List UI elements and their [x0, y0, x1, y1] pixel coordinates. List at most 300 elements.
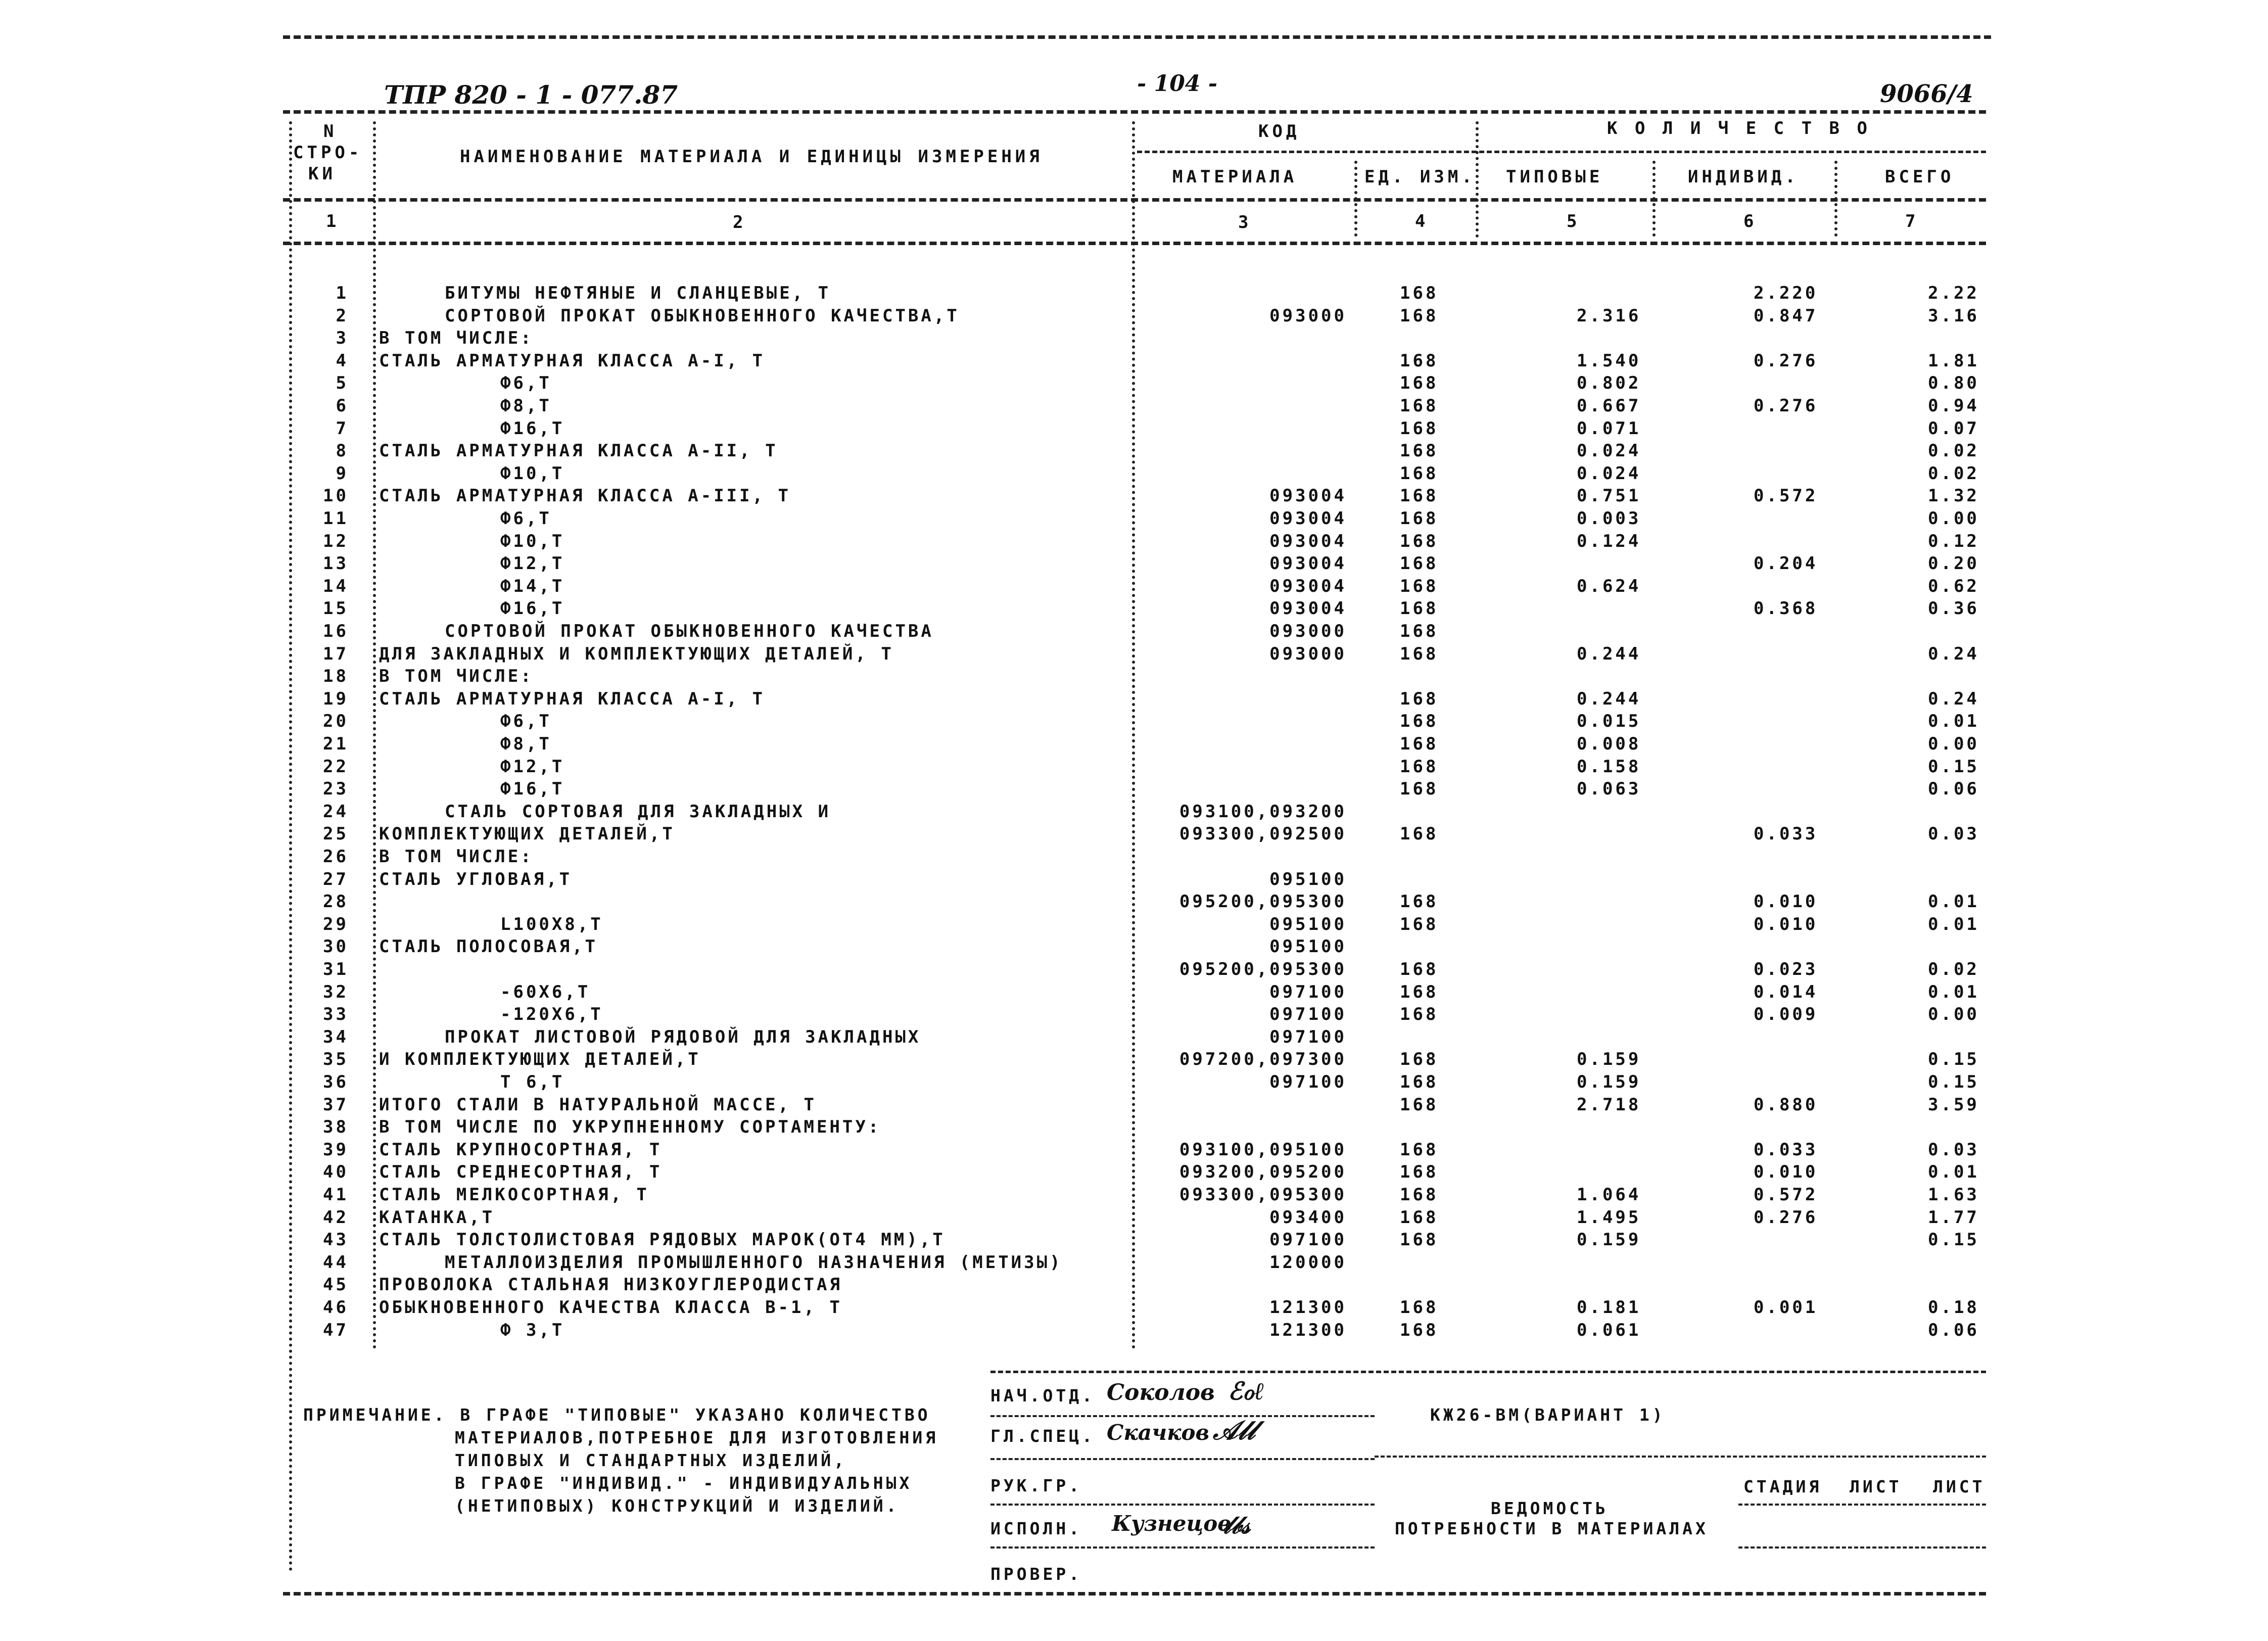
table-row: [0, 779, 2268, 801]
material-code: 093004: [1269, 553, 1347, 574]
table-row: [0, 757, 2268, 779]
material-name: ИТОГО СТАЛИ В НАТУРАЛЬНОЙ МАССЕ, Т: [379, 1094, 817, 1115]
row-number: 32: [323, 981, 349, 1002]
material-name: ДЛЯ ЗАКЛАДНЫХ И КОМПЛЕКТУЮЩИХ ДЕТАЛЕЙ, Т: [379, 643, 894, 664]
material-code: 097100: [1269, 981, 1347, 1002]
colnum-3: 3: [1238, 212, 1252, 232]
page-number: - 104 -: [1137, 71, 1218, 97]
material-name: Ф16,Т: [500, 418, 565, 439]
unit-code: 168: [1400, 1004, 1439, 1025]
material-code: 095100: [1269, 869, 1347, 889]
unit-code: 168: [1400, 396, 1439, 416]
material-code: 093000: [1269, 643, 1347, 664]
material-name: Ф8,Т: [500, 734, 552, 754]
row-number: 46: [323, 1297, 349, 1318]
material-name: Т 6,Т: [500, 1072, 565, 1092]
material-name: СТАЛЬ МЕЛКОСОРТНАЯ, Т: [379, 1185, 649, 1205]
note-line-4: В ГРАФЕ "ИНДИВИД." - ИНДИВИДУАЛЬНЫХ: [455, 1473, 913, 1493]
unit-code: 168: [1400, 1162, 1439, 1183]
qty-total: 0.15: [1928, 1072, 1979, 1092]
table-row: [0, 1275, 2268, 1297]
material-name: МЕТАЛЛОИЗДЕЛИЯ ПРОМЫШЛЕННОГО НАЗНАЧЕНИЯ (МЕТИЗЫ): [445, 1252, 1063, 1273]
code-unit-header: ЕД. ИЗМ.: [1364, 167, 1476, 187]
material-code: 120000: [1269, 1252, 1347, 1273]
row-number: 11: [323, 508, 349, 529]
row-number: 33: [323, 1004, 349, 1025]
unit-code: 168: [1400, 418, 1439, 439]
qty-total: 0.02: [1928, 463, 1979, 484]
row-number: 40: [323, 1162, 349, 1183]
col-n-line3: КИ: [308, 164, 336, 184]
stamp-title-2: ПОТРЕБНОСТИ В МАТЕРИАЛАХ: [1395, 1519, 1709, 1538]
material-name: СТАЛЬ ТОЛСТОЛИСТОВАЯ РЯДОВЫХ МАРОК(ОТ4 ММ),Т: [379, 1230, 946, 1250]
unit-code: 168: [1400, 779, 1439, 800]
doc-designation: КЖ26-ВМ(ВАРИАНТ 1): [1430, 1405, 1666, 1425]
material-code: 093000: [1269, 621, 1347, 641]
unit-code: 168: [1400, 824, 1439, 845]
stamp-rule-2: [990, 1458, 1375, 1460]
signature-3: 𝓁𝒷𝓈: [1223, 1511, 1251, 1539]
row-number: 21: [323, 734, 349, 754]
qty-total: 0.02: [1928, 441, 1979, 461]
table-row: [0, 1049, 2268, 1071]
qty-typical: 0.244: [1577, 688, 1641, 709]
qty-typical: 0.015: [1577, 711, 1641, 732]
note-line-2: МАТЕРИАЛОВ,ПОТРЕБНОЕ ДЛЯ ИЗГОТОВЛЕНИЯ: [455, 1428, 939, 1447]
qty-total: 0.36: [1928, 598, 1979, 619]
row-number: 45: [323, 1275, 349, 1295]
table-row: [0, 531, 2268, 553]
material-name: Ф12,Т: [500, 553, 565, 574]
qty-total: 0.01: [1928, 711, 1979, 732]
qty-typical: 0.159: [1577, 1230, 1641, 1250]
stamp-title-1: ВЕДОМОСТЬ: [1491, 1498, 1609, 1518]
role-checker: ПРОВЕР.: [990, 1564, 1082, 1584]
row-number: 34: [323, 1026, 349, 1047]
unit-code: 168: [1400, 1049, 1439, 1070]
qty-typical: 0.158: [1577, 756, 1641, 777]
unit-code: 168: [1400, 981, 1439, 1002]
row-number: 44: [323, 1252, 349, 1273]
row-number: 26: [323, 847, 349, 867]
row-number: 47: [323, 1320, 349, 1340]
qty-total-header: ВСЕГО: [1885, 167, 1955, 187]
qty-total: 0.01: [1928, 914, 1979, 934]
table-row: [0, 441, 2268, 463]
qty-individual: 0.010: [1754, 914, 1818, 934]
qty-typical-header: ТИПОВЫЕ: [1506, 167, 1603, 187]
qty-typical: 0.071: [1577, 418, 1641, 439]
signature-2: 𝒜𝓁𝓁: [1213, 1415, 1255, 1446]
row-number: 30: [323, 936, 349, 957]
table-row: [0, 553, 2268, 576]
colnum-7: 7: [1905, 211, 1919, 231]
material-code: 095100: [1269, 914, 1347, 934]
row-number: 29: [323, 914, 349, 934]
qty-individual: 0.572: [1754, 1185, 1818, 1205]
material-name: Ф 3,Т: [500, 1320, 565, 1340]
qty-total: 0.15: [1928, 756, 1979, 777]
qty-total: 3.16: [1928, 305, 1979, 326]
table-row: [0, 711, 2268, 733]
row-number: 4: [336, 350, 349, 371]
qty-typical: 1.540: [1577, 350, 1641, 371]
row-number: 15: [323, 598, 349, 619]
colnum-4: 4: [1415, 211, 1429, 231]
row-number: 6: [336, 396, 349, 416]
table-row: [0, 306, 2268, 328]
sheet-label: ЛИСТ: [1850, 1477, 1902, 1496]
material-name: СТАЛЬ СРЕДНЕСОРТНАЯ, Т: [379, 1162, 663, 1183]
qty-typical: 2.718: [1577, 1094, 1641, 1115]
qty-typical: 0.181: [1577, 1297, 1641, 1318]
unit-code: 168: [1400, 1094, 1439, 1115]
qty-total: 0.02: [1928, 959, 1979, 979]
qty-total: 2.22: [1928, 283, 1979, 303]
material-name: СТАЛЬ КРУПНОСОРТНАЯ, Т: [379, 1139, 663, 1160]
unit-code: 168: [1400, 463, 1439, 484]
subheader-rule: [1137, 151, 1986, 153]
table-row: [0, 1072, 2268, 1094]
row-number: 14: [323, 576, 349, 596]
material-code: 093004: [1269, 576, 1347, 596]
qty-total: 0.24: [1928, 643, 1979, 664]
qty-individual: 0.009: [1754, 1004, 1818, 1025]
qty-total: 0.00: [1928, 734, 1979, 754]
sheets-label: ЛИСТ: [1933, 1477, 1986, 1496]
qty-total: 0.20: [1928, 553, 1979, 574]
qty-individual: 0.014: [1754, 981, 1818, 1002]
material-name: ПРОКАТ ЛИСТОВОЙ РЯДОВОЙ ДЛЯ ЗАКЛАДНЫХ: [445, 1026, 921, 1047]
row-number: 28: [323, 892, 349, 912]
material-name: КОМПЛЕКТУЮЩИХ ДЕТАЛЕЙ,Т: [379, 824, 675, 845]
row-number: 24: [323, 801, 349, 822]
unit-code: 168: [1400, 1139, 1439, 1160]
material-name: Ф6,Т: [500, 711, 552, 732]
table-row: [0, 1027, 2268, 1049]
qty-total: 1.81: [1928, 350, 1979, 371]
material-name: L100X8,Т: [500, 914, 603, 934]
table-row: [0, 1162, 2268, 1184]
qty-total: 0.18: [1928, 1297, 1979, 1318]
qty-typical: 0.751: [1577, 486, 1641, 506]
row-number: 25: [323, 824, 349, 845]
qty-total: 0.01: [1928, 892, 1979, 912]
col-n-line1: N: [323, 121, 338, 142]
material-code: 093300,095300: [1179, 1185, 1347, 1205]
table-row: [0, 283, 2268, 305]
table-row: [0, 621, 2268, 643]
unit-code: 168: [1400, 283, 1439, 303]
row-number: 35: [323, 1049, 349, 1070]
qty-total: 0.03: [1928, 1139, 1979, 1160]
row-number: 2: [336, 305, 349, 326]
table-row: [0, 396, 2268, 418]
row-number: 38: [323, 1117, 349, 1138]
table-row: [0, 576, 2268, 598]
material-name: Ф16,Т: [500, 598, 565, 619]
row-number: 1: [336, 283, 349, 303]
qty-typical: 0.003: [1577, 508, 1641, 529]
qty-typical: 0.124: [1577, 531, 1641, 551]
qty-individual: 0.001: [1754, 1297, 1818, 1318]
qty-typical: 0.008: [1577, 734, 1641, 754]
stamp-top-rule: [990, 1371, 1986, 1373]
table-row: [0, 1117, 2268, 1139]
code-group-header: КОД: [1258, 121, 1300, 142]
qty-total: 0.06: [1928, 779, 1979, 800]
material-code: 093100,093200: [1179, 801, 1347, 822]
stamp-rule-1: [990, 1415, 1375, 1417]
table-row: [0, 689, 2268, 711]
qty-total: 0.12: [1928, 531, 1979, 551]
material-name: В ТОМ ЧИСЛЕ:: [379, 847, 534, 867]
material-code: 097100: [1269, 1026, 1347, 1047]
row-number: 13: [323, 553, 349, 574]
material-code: 093004: [1269, 598, 1347, 619]
material-code: 093300,092500: [1179, 824, 1347, 845]
qty-individual: 0.033: [1754, 1139, 1818, 1160]
material-code: 095200,095300: [1179, 892, 1347, 912]
qty-individual: 0.276: [1754, 350, 1818, 371]
sep-unit-typ: [1476, 121, 1479, 238]
unit-code: 168: [1400, 643, 1439, 664]
material-name: СТАЛЬ СОРТОВАЯ ДЛЯ ЗАКЛАДНЫХ И: [445, 801, 831, 822]
row-number: 23: [323, 779, 349, 800]
qty-individual: 0.010: [1754, 892, 1818, 912]
signer-chief-specialist: Скачков: [1107, 1420, 1210, 1445]
qty-typical: 1.495: [1577, 1207, 1641, 1228]
qty-total: 0.07: [1928, 418, 1979, 439]
material-name: ПРОВОЛОКА СТАЛЬНАЯ НИЗКОУГЛЕРОДИСТАЯ: [379, 1275, 842, 1295]
qty-typical: 0.061: [1577, 1320, 1641, 1340]
qty-individual: 0.276: [1754, 1207, 1818, 1228]
qty-individual: 0.880: [1754, 1094, 1818, 1115]
stamp-rule-7: [1738, 1546, 1986, 1549]
material-code: 121300: [1269, 1297, 1347, 1318]
material-code: 093004: [1269, 508, 1347, 529]
material-name: Ф6,Т: [500, 508, 552, 529]
qty-total: 1.77: [1928, 1207, 1979, 1228]
material-code: 093200,095200: [1179, 1162, 1347, 1183]
material-name: Ф8,Т: [500, 396, 552, 416]
unit-code: 168: [1400, 892, 1439, 912]
stamp-rule-6: [1738, 1504, 1986, 1506]
material-code: 097200,097300: [1179, 1049, 1347, 1070]
unit-code: 168: [1400, 1072, 1439, 1092]
material-code: 093000: [1269, 305, 1347, 326]
material-name: В ТОМ ЧИСЛЕ:: [379, 666, 534, 687]
table-row: [0, 1004, 2268, 1026]
unit-code: 168: [1400, 1320, 1439, 1340]
unit-code: 168: [1400, 1230, 1439, 1250]
table-row: [0, 1320, 2268, 1342]
unit-code: 168: [1400, 508, 1439, 529]
qty-total: 0.06: [1928, 1320, 1979, 1340]
signer-executor: Кузнецов: [1112, 1511, 1232, 1536]
qty-individual: 0.572: [1754, 486, 1818, 506]
row-number: 31: [323, 959, 349, 979]
row-number: 16: [323, 621, 349, 641]
row-number: 42: [323, 1207, 349, 1228]
note-line-3: ТИПОВЫХ И СТАНДАРТНЫХ ИЗДЕЛИЙ,: [455, 1450, 847, 1470]
table-row: [0, 1207, 2268, 1230]
unit-code: 168: [1400, 305, 1439, 326]
note-line-5: (НЕТИПОВЫХ) КОНСТРУКЦИЙ И ИЗДЕЛИЙ.: [455, 1496, 900, 1516]
material-name: В ТОМ ЧИСЛЕ:: [379, 328, 534, 349]
material-code: 093100,095100: [1179, 1139, 1347, 1160]
unit-code: 168: [1400, 734, 1439, 754]
unit-code: 168: [1400, 576, 1439, 596]
table-row: [0, 418, 2268, 441]
material-code: 097100: [1269, 1072, 1347, 1092]
qty-group-header: К О Л И Ч Е С Т В О: [1607, 118, 1871, 138]
material-name: Ф12,Т: [500, 756, 565, 777]
stage-label: СТАДИЯ: [1743, 1477, 1822, 1496]
role-group-lead: РУК.ГР.: [990, 1476, 1082, 1495]
table-row: [0, 328, 2268, 350]
row-number: 20: [323, 711, 349, 732]
material-code: 095200,095300: [1179, 959, 1347, 979]
colnum-5: 5: [1567, 211, 1581, 231]
qty-total: 1.63: [1928, 1185, 1979, 1205]
material-name: Ф10,Т: [500, 531, 565, 551]
unit-code: 168: [1400, 756, 1439, 777]
qty-typical: 0.802: [1577, 373, 1641, 394]
material-name: ОБЫКНОВЕННОГО КАЧЕСТВА КЛАССА В-1, Т: [379, 1297, 842, 1318]
table-row: [0, 1095, 2268, 1117]
row-number: 7: [336, 418, 349, 439]
material-code: 093004: [1269, 531, 1347, 551]
qty-typical: 2.316: [1577, 305, 1641, 326]
row-number: 5: [336, 373, 349, 394]
unit-code: 168: [1400, 350, 1439, 371]
qty-typical: 0.063: [1577, 779, 1641, 800]
qty-individual: 0.368: [1754, 598, 1818, 619]
qty-total: 0.00: [1928, 1004, 1979, 1025]
material-name: СТАЛЬ АРМАТУРНАЯ КЛАССА А-I, Т: [379, 688, 766, 709]
row-number: 18: [323, 666, 349, 687]
material-name: СОРТОВОЙ ПРОКАТ ОБЫКНОВЕННОГО КАЧЕСТВА,Т: [445, 305, 960, 326]
table-row: [0, 1297, 2268, 1320]
qty-total: 0.94: [1928, 396, 1979, 416]
qty-total: 0.01: [1928, 1162, 1979, 1183]
row-number: 9: [336, 463, 349, 484]
row-number: 3: [336, 328, 349, 349]
material-name: Ф16,Т: [500, 779, 565, 800]
row-number: 27: [323, 869, 349, 889]
unit-code: 168: [1400, 486, 1439, 506]
qty-individual: 2.220: [1754, 283, 1818, 303]
qty-individual: 0.033: [1754, 824, 1818, 845]
signature-1: ℰℴℓ: [1228, 1377, 1264, 1405]
material-name: СТАЛЬ УГЛОВАЯ,Т: [379, 869, 573, 889]
table-row: [0, 959, 2268, 981]
table-row: [0, 869, 2268, 892]
unit-code: 168: [1400, 1185, 1439, 1205]
qty-individual: 0.010: [1754, 1162, 1818, 1183]
material-name: СТАЛЬ АРМАТУРНАЯ КЛАССА А-II, Т: [379, 441, 778, 461]
qty-total: 0.03: [1928, 824, 1979, 845]
colnum-6: 6: [1743, 211, 1758, 231]
row-number: 12: [323, 531, 349, 551]
col-n-line2: СТРО-: [293, 143, 363, 163]
table-row: [0, 1230, 2268, 1252]
row-number: 17: [323, 643, 349, 664]
qty-typical: 0.024: [1577, 463, 1641, 484]
stamp-rule-3: [990, 1504, 1375, 1506]
role-executor: ИСПОЛН.: [990, 1519, 1082, 1538]
material-name: БИТУМЫ НЕФТЯНЫЕ И СЛАНЦЕВЫЕ, Т: [445, 283, 831, 303]
qty-total: 0.00: [1928, 508, 1979, 529]
material-name: -120Х6,Т: [500, 1004, 603, 1025]
qty-total: 0.15: [1928, 1049, 1979, 1070]
table-row: [0, 936, 2268, 959]
qty-total: 0.62: [1928, 576, 1979, 596]
qty-individual: 0.276: [1754, 396, 1818, 416]
stamp-rule-5: [1375, 1456, 1986, 1458]
table-row: [0, 486, 2268, 508]
table-row: [0, 373, 2268, 395]
unit-code: 168: [1400, 1297, 1439, 1318]
row-number: 43: [323, 1230, 349, 1250]
unit-code: 168: [1400, 914, 1439, 934]
colnum-2: 2: [733, 212, 747, 232]
material-name: И КОМПЛЕКТУЮЩИХ ДЕТАЛЕЙ,Т: [379, 1049, 701, 1070]
unit-code: 168: [1400, 553, 1439, 574]
unit-code: 168: [1400, 959, 1439, 979]
qty-typical: 1.064: [1577, 1185, 1641, 1205]
sheet-reference: 9066/4: [1880, 80, 1973, 108]
qty-typical: 0.667: [1577, 396, 1641, 416]
role-head-of-dept: НАЧ.ОТД.: [990, 1386, 1095, 1405]
header-rule: [283, 110, 1986, 114]
note-line-1: ПРИМЕЧАНИЕ. В ГРАФЕ "ТИПОВЫЕ" УКАЗАНО КОЛИЧЕСТВО: [303, 1405, 931, 1425]
table-row: [0, 463, 2268, 486]
table-row: [0, 824, 2268, 846]
table-row: [0, 734, 2268, 756]
material-code: 093004: [1269, 486, 1347, 506]
qty-typical: 0.159: [1577, 1049, 1641, 1070]
bottom-rule: [283, 1592, 1986, 1596]
unit-code: 168: [1400, 688, 1439, 709]
colnum-1: 1: [326, 211, 340, 231]
top-rule: [283, 35, 1991, 39]
code-material-header: МАТЕРИАЛА: [1172, 167, 1298, 187]
qty-typical: 0.624: [1577, 576, 1641, 596]
qty-total: 0.80: [1928, 373, 1979, 394]
material-code: 097100: [1269, 1230, 1347, 1250]
stamp-rule-4: [990, 1546, 1375, 1549]
qty-individual-header: ИНДИВИД.: [1688, 167, 1799, 187]
qty-individual: 0.204: [1754, 553, 1818, 574]
sep-ind-tot: [1834, 161, 1837, 237]
table-row: [0, 847, 2268, 869]
table-row: [0, 508, 2268, 531]
unit-code: 168: [1400, 621, 1439, 641]
material-name: Ф10,Т: [500, 463, 565, 484]
sep-typ-ind: [1652, 161, 1656, 237]
row-number: 36: [323, 1072, 349, 1092]
qty-total: 0.24: [1928, 688, 1979, 709]
material-code: 095100: [1269, 936, 1347, 957]
material-name: СТАЛЬ АРМАТУРНАЯ КЛАССА А-I, Т: [379, 350, 766, 371]
material-name: -60Х6,Т: [500, 981, 591, 1002]
material-name: Ф14,Т: [500, 576, 565, 596]
row-number: 10: [323, 486, 349, 506]
table-row: [0, 1252, 2268, 1275]
table-row: [0, 892, 2268, 914]
